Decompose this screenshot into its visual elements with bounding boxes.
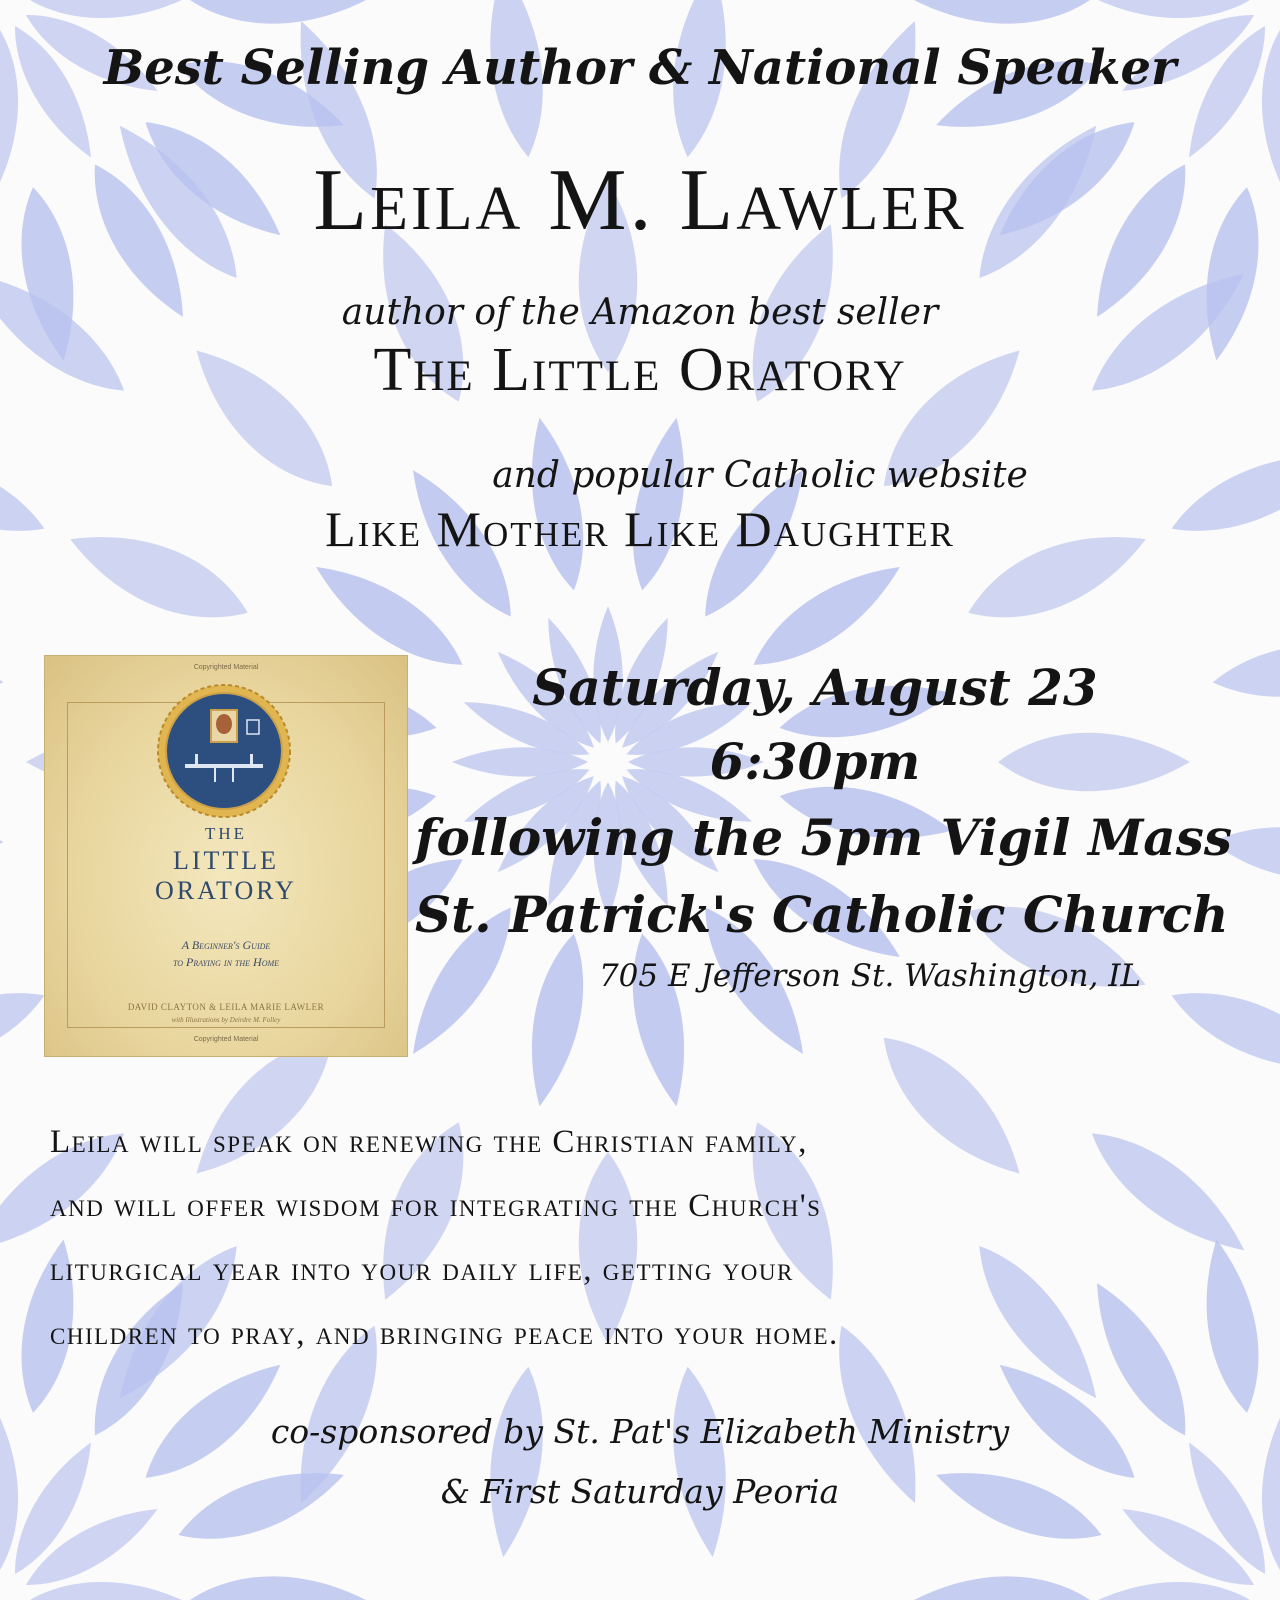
sponsor-line-2: & First Saturday Peoria (440, 1472, 840, 1511)
tagline: Best Selling Author & National Speaker (103, 40, 1177, 96)
event-date: Saturday, August 23 (532, 658, 1098, 717)
book-title: The Little Oratory (373, 336, 907, 404)
book-copyright-top: Copyrighted Material (193, 664, 259, 671)
description-line: Leila will speak on renewing the Christian family, (50, 1124, 808, 1160)
book-cover-title-the: THE (204, 824, 248, 843)
sponsor-line-1: co-sponsored by St. Pat's Elizabeth Ministry (270, 1412, 1010, 1451)
event-venue: St. Patrick's Catholic Church (415, 885, 1229, 944)
talk-description (50, 1110, 1230, 1366)
event-mass-note: following the 5pm Vigil Mass (415, 808, 1232, 867)
book-cover-subtitle-1: A Beginner's Guide (181, 938, 271, 952)
website-intro-text: and popular Catholic website (492, 455, 1028, 496)
website-title: Like Mother Like Daughter (325, 501, 955, 557)
book-cover-subtitle-2: to Praying in the Home (172, 955, 280, 969)
description-line: children to pray, and bringing peace into your home. (50, 1316, 839, 1352)
event-time: 6:30pm (709, 732, 921, 791)
book-cover-title-oratory: ORATORY (155, 876, 297, 905)
description-line: liturgical year into your daily life, getting your (50, 1252, 794, 1288)
book-cover-title-little: LITTLE (172, 846, 280, 875)
book-cover-authors: DAVID CLAYTON & LEILA MARIE LAWLER (127, 1002, 325, 1012)
book-copyright-bottom: Copyrighted Material (193, 1036, 259, 1043)
event-address: 705 E Jefferson St. Washington, IL (598, 958, 1142, 994)
speaker-name: Leila M. Lawler (313, 152, 967, 249)
book-cover-illustrator: with Illustrations by Deirdre M. Folley (171, 1016, 281, 1024)
book-cover-image (45, 656, 407, 1056)
oratory-medallion-icon (155, 682, 293, 820)
book-intro-text: author of the Amazon best seller (341, 292, 939, 333)
description-line: and will offer wisdom for integrating the Church's (50, 1188, 822, 1224)
